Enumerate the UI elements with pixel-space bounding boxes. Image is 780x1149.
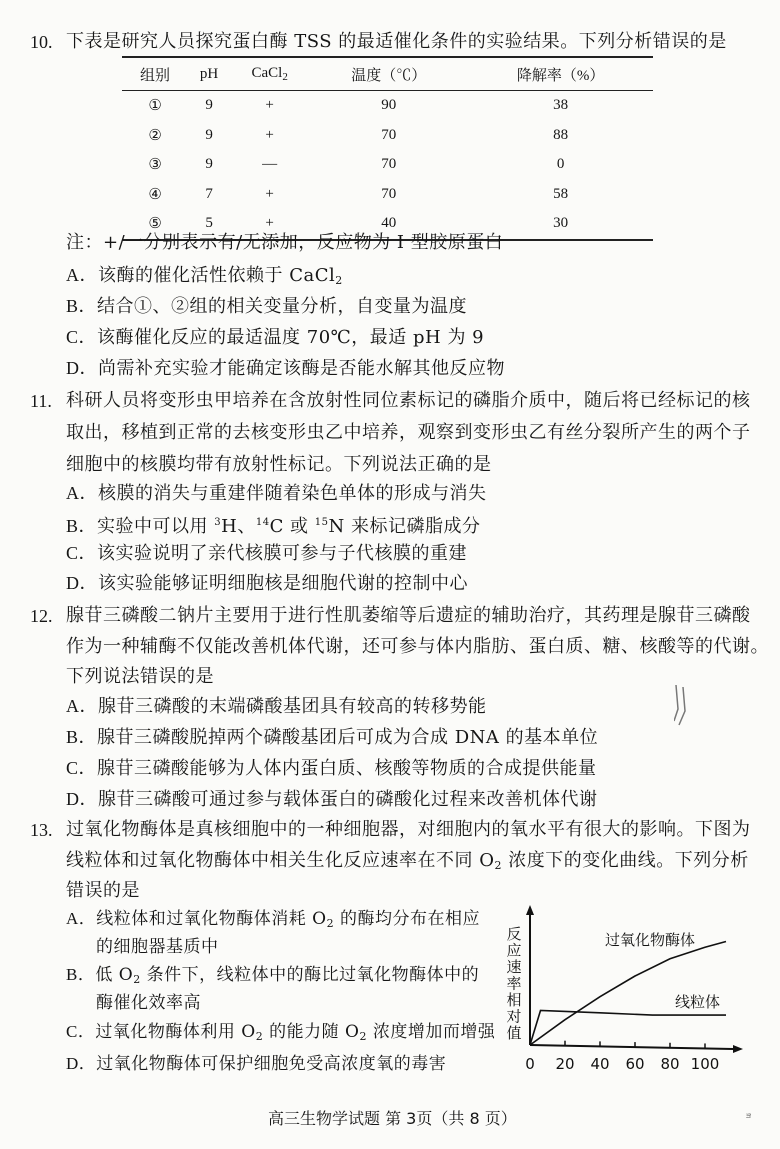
table-row <box>122 91 653 121</box>
q11-stem-line-1: 科研人员将变形虫甲培养在含放射性同位素标记的磷脂介质中，随后将已经标记的核 <box>66 390 751 411</box>
q10-stem: 下表是研究人员探究蛋白酶 TSS 的最适催化条件的实验结果。下列分析错误的是 <box>66 31 727 52</box>
q13-option-c[interactable]: C．过氧化物酶体利用 $O_2$ 的能力随 $O_2$ 浓度增加而增强 <box>66 1022 496 1043</box>
q10-note: 注：+/一分别表示有/无添加，反应物为 I 型胶原蛋白 <box>66 232 504 253</box>
q10-option-d[interactable]: D．尚需补充实验才能确定该酶是否能水解其他反应物 <box>66 358 505 379</box>
q12-option-d[interactable]: D．腺苷三磷酸可通过参与载体蛋白的磷酸化过程来改善机体代谢 <box>66 789 598 810</box>
q12-stem-line-3: 下列说法错误的是 <box>66 666 214 687</box>
q11-number: 11. <box>30 391 52 411</box>
header-ph: pH <box>188 57 230 91</box>
cell-degradation: 0 <box>556 156 565 173</box>
q10-option-a[interactable]: A．该酶的催化活性依赖于 CaCl$_2$ <box>66 265 343 287</box>
table-row <box>122 150 653 180</box>
cell-temperature: 70 <box>381 185 397 202</box>
cell-group: ② <box>148 127 162 144</box>
q13-stem-line-3: 错误的是 <box>66 880 140 901</box>
q11-stem-line-2: 取出，移植到正常的去核变形虫乙中培养，观察到变形虫乙有丝分裂所产生的两个子 <box>66 422 751 443</box>
cell-temperature: 90 <box>381 97 397 114</box>
reaction-rate-chart <box>505 895 765 1080</box>
q12-option-b[interactable]: B．腺苷三磷酸脱掉两个磷酸基团后可成为合成 DNA 的基本单位 <box>66 727 599 748</box>
cell-temperature: 40 <box>309 209 468 240</box>
header-cacl2: CaCl$_2$ <box>230 57 309 91</box>
header-temperature: 温度（℃） <box>309 57 468 91</box>
y-axis-label-char: 率 <box>506 974 522 993</box>
cell-ph: 5 <box>188 209 230 240</box>
y-axis-label-char: 值 <box>506 1024 522 1042</box>
x-tick-label: 60 <box>625 1055 645 1073</box>
cell-degradation: 38 <box>553 97 569 114</box>
cell-cacl2: + <box>265 185 274 202</box>
q13-option-a[interactable]: A．线粒体和过氧化物酶体消耗 $O_2$ 的酶均分布在相应 <box>66 909 481 930</box>
x-tick-label: 100 <box>690 1055 720 1073</box>
q13-option-d[interactable]: D．过氧化物酶体可保护细胞免受高浓度氧的毒害 <box>66 1054 447 1074</box>
cell-degradation: 30 <box>468 209 653 240</box>
table-header-row <box>122 57 653 91</box>
x-tick-label: 20 <box>555 1055 575 1073</box>
table-row <box>122 121 653 151</box>
y-axis-label-char: 应 <box>506 941 522 960</box>
table-row <box>122 180 653 210</box>
q10-option-c[interactable]: C．该酶催化反应的最适温度 70℃，最适 pH 为 9 <box>66 327 485 348</box>
q13-option-b[interactable]: B．低 $O_2$ 条件下，线粒体中的酶比过氧化物酶体中的 <box>66 965 480 986</box>
cell-temperature: 70 <box>381 126 397 143</box>
cell-group: ④ <box>148 186 162 203</box>
q11-option-a[interactable]: A．核膜的消失与重建伴随着染色单体的形成与消失 <box>66 483 487 504</box>
cell-cacl2: + <box>230 209 309 240</box>
cell-group: ③ <box>148 157 162 174</box>
series-label: 线粒体 <box>675 993 721 1011</box>
q13-stem-line-2: 线粒体和过氧化物酶体中相关生化反应速率在不同 $O_2$ 浓度下的变化曲线。下列分析 <box>66 850 749 872</box>
series-label: 过氧化物酶体 <box>605 931 696 949</box>
q11-option-b[interactable]: B．实验中可以用 $^3$H、$^{14}$C 或 $^{15}$N 来标记磷脂成分 <box>66 516 481 537</box>
y-axis-label-char: 相 <box>506 991 522 1009</box>
q13-option-a-line-2: 的细胞器基质中 <box>96 937 219 957</box>
cell-group: ⑤ <box>122 209 188 240</box>
x-axis <box>530 1045 733 1049</box>
pencil-mark-icon <box>674 683 696 729</box>
q13-stem-line-1: 过氧化物酶体是真核细胞中的一种细胞器，对细胞内的氧水平有很大的影响。下图为 <box>66 819 751 840</box>
cell-ph: 9 <box>205 156 213 173</box>
cell-degradation: 58 <box>553 185 569 202</box>
cell-cacl2: + <box>265 126 274 143</box>
q10-number: 10. <box>30 32 53 52</box>
cell-cacl2: + <box>265 97 274 114</box>
cell-ph: 9 <box>205 126 213 143</box>
cell-ph: 9 <box>205 97 213 114</box>
header-group: 组别 <box>122 57 188 91</box>
q12-stem-line-2: 作为一种辅酶不仅能改善机体代谢，还可参与体内脂肪、蛋白质、糖、核酸等的代谢。 <box>66 636 769 657</box>
q12-option-a[interactable]: A．腺苷三磷酸的末端磷酸基团具有较高的转移势能 <box>66 696 487 717</box>
y-axis-label-char: 速 <box>506 958 522 976</box>
cell-cacl2: — <box>262 156 278 173</box>
y-axis-arrow-icon <box>526 905 534 915</box>
page-corner-mark: ョ <box>744 1110 754 1120</box>
q10-table <box>122 56 653 241</box>
series-line-1 <box>530 1011 726 1046</box>
q12-number: 12. <box>30 606 53 626</box>
y-axis-label-char: 反 <box>506 925 522 943</box>
cell-temperature: 70 <box>381 156 397 173</box>
cell-degradation: 88 <box>553 126 569 143</box>
y-axis-label-char: 对 <box>506 1007 522 1026</box>
q11-option-d[interactable]: D．该实验能够证明细胞核是细胞代谢的控制中心 <box>66 573 468 594</box>
x-tick-label: 40 <box>590 1055 610 1073</box>
q13-number: 13. <box>30 820 53 840</box>
q11-stem-line-3: 细胞中的核膜均带有放射性标记。下列说法正确的是 <box>66 454 492 475</box>
q11-option-c[interactable]: C．该实验说明了亲代核膜可参与子代核膜的重建 <box>66 543 468 564</box>
x-axis-arrow-icon <box>733 1045 743 1053</box>
q13-option-b-line-2: 酶催化效率高 <box>96 993 201 1013</box>
page-footer: 高三生物学试题 第 3页（共 8 页） <box>268 1109 517 1128</box>
cell-group: ① <box>148 98 162 115</box>
q12-stem-line-1: 腺苷三磷酸二钠片主要用于进行性肌萎缩等后遗症的辅助治疗，其药理是腺苷三磷酸 <box>66 605 751 626</box>
x-tick-label: 0 <box>525 1055 535 1073</box>
header-degradation: 降解率（%） <box>468 57 653 91</box>
cell-ph: 7 <box>205 185 213 202</box>
q12-option-c[interactable]: C．腺苷三磷酸能够为人体内蛋白质、核酸等物质的合成提供能量 <box>66 758 597 779</box>
x-tick-label: 80 <box>660 1055 680 1073</box>
q10-option-b[interactable]: B．结合①、②组的相关变量分析，自变量为温度 <box>66 296 468 317</box>
